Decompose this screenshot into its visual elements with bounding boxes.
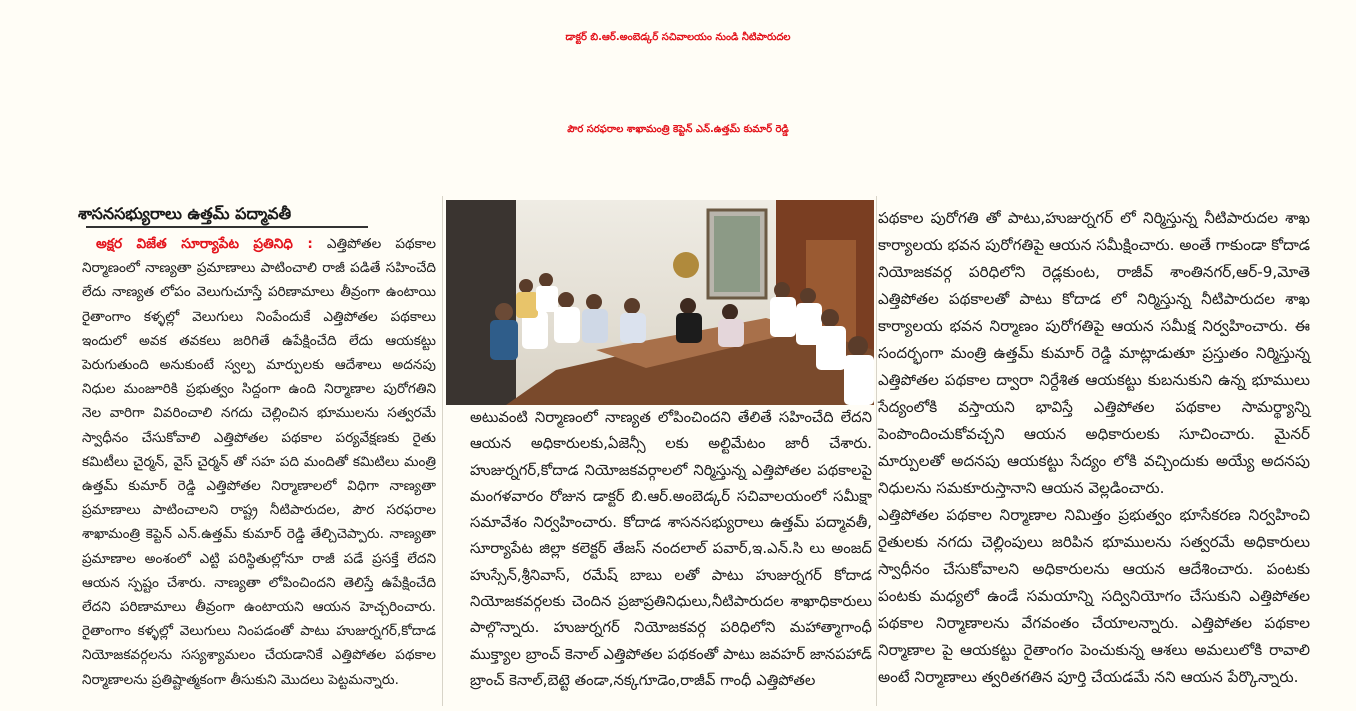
meeting-photo [446,200,874,405]
column-divider [876,196,877,706]
column-3-paragraph-2: ఎత్తిపోతల పథకాల నిర్మాణాల నిమిత్తం ప్రభుత్వం భూసేకరణ నిర్వహించి రైతులకు నగదు చెల్లింపులు జరిపిన భూములను సత్వరమే అధికారులు స్వాధీనం చేసుకోవాలని అధికారులను ఆయన ఆదేశించారు. పంటకు పంటకు మధ్యలో ఉండే సమయాన్ని సద్వినియోగం చేసుకుని ఎత్తిపోతల పథకాల నిర్మాణాలను వేగవంతం చేయాలన్నారు. ఎత్తిపోతల పథకాల నిర్మాణాల పై ఆయకట్టు రైతాంగం పెంచుకున్న ఆశలు అమలులోకి రావాలి అంటే నిర్మాణాలు త్వరితగతిన పూర్తి చేయడమే నని ఆయన పేర్కొన్నారు. [878,506,1310,686]
meeting-photo-image [446,200,874,405]
article-column-3 [878,205,1310,691]
dateline: అక్షర విజేత సూర్యాపేట ప్రతినిధి : [96,236,313,252]
headline-kicker: డాక్టర్ బి.ఆర్.అంబెడ్కర్ సచివాలయం నుండి నీటిపారుదల [565,32,791,43]
article-column-2 [470,405,872,694]
column-3-paragraph-1: పథకాల పురోగతి తో పాటు,హుజుర్నగర్ లో నిర్మిస్తున్న నీటిపారుదల శాఖ కార్యాలయ భవన పురోగతిపై ఆయన సమీక్షించారు. అంతే గాకుండా కోదాడ నియోజకవర్గ పరిధిలోని రెడ్లకుంట, రాజీవ్ శాంతినగర్,ఆర్-9,మోతె ఎత్తిపోతల పథకాలతో పాటు కోదాడ లో నిర్మిస్తున్న నీటిపారుదల శాఖ కార్యాలయ భవన నిర్మాణం పురోగతిపై ఆయన సమీక్ష నిర్వహించారు. ఈ సందర్భంగా మంత్రి ఉత్తమ్ కుమార్ రెడ్డి మాట్లాడుతూ ప్రస్తుతం నిర్మిస్తున్న ఎత్తిపోతల పథకాల ద్వారా నిర్దేశిత ఆయకట్టు కుబనుకుని ఉన్న భూములు సేద్యంలోకి వస్తాయని భావిస్తే ఎత్తిపోతల పథకాల సామర్థ్యాన్ని పెంపొందించుకోవచ్చని ఆయన అధికారులకు సూచించారు. మైనర్ మార్పులతో అదనపు ఆయకట్టు సేద్యం లోకి వచ్చిందుకు అయ్యే అదనపు నిధులను సమకూరుస్తానాని ఆయన వెల్లడించారు. [878,209,1310,497]
byline-underline [86,226,368,228]
column-1-body: ఎత్తిపోతల పథకాల నిర్మాణంలో నాణ్యతా ప్రమాణాలు పాటించాలి రాజీ పడితే సహించేది లేదు నాణ్యత లోపం వెలుగుచూస్తే పరిణామాలు తీవ్రంగా ఉంటాయి రైతాంగాం కళ్ళల్లో వెలుగులు నింపేందుకే ఎత్తిపోతల పథకాలు ఇందులో అవక తవకలు జరిగితే ఉపేక్షించేది లేదు ఆయకట్టు పెరుగుతుంది అనుకుంటే స్వల్ప మార్పులకు ఆదేశాలు అదనపు నిధుల మంజూరికి ప్రభుత్వం సిద్దంగా ఉంది నిర్మాణాల పురోగతిని నెల వారిగా వివరించాలి నగదు చెల్లించిన భూములను సత్వరమే స్వాధీనం చేసుకోవాలి ఎత్తిపోతల పథకాల పర్యవేక్షణకు రైతు కమిటీలు చైర్మన్, వైస్ చైర్మన్ తో సహ పది మందితో కమిటిలు మంత్రి ఉత్తమ్ కుమార్ రెడ్డి ఎత్తిపోతల నిర్మాణాలలో విధిగా నాణ్యతా ప్రమాణాలు పాటించాలని రాష్ట్ర నీటిపారుదల, పౌర సరఫరాల శాఖామంత్రి కెప్టెన్ ఎన్.ఉత్తమ్ కుమార్ రెడ్డి తేల్చిచెప్పారు. నాణ్యతా ప్రమాణాల అంశంలో ఎట్టి పరిస్థితుల్లోనూ రాజీ పడే ప్రసక్తే లేదని ఆయన స్పష్టం చేశారు. నాణ్యతా లోపించిందని తెలిస్తే ఉపేక్షించేది లేదని పరిణామాలు తీవ్రంగా ఉంటాయని ఆయన హెచ్చరించారు. రైతాంగాం కళ్ళల్లో వెలుగులు నింపడంతో పాటు హుజుర్నగర్,కోదాడ నియోజకవర్గలను సస్యశ్యామలం చేయడానికే ఎత్తిపోతల పథకాల నిర్మాణాలను ప్రతిష్టాత్మకంగా తీసుకుని మొదలు పెట్టమన్నారు. [82,236,437,688]
byline: శాసనసభ్యురాలు ఉత్తమ్ పద్మావతీ [78,204,292,223]
headline-main: పౌర సరఫరాల శాఖామంత్రి కెప్టెన్ ఎన్.ఉత్తమ్ కుమార్ రెడ్డి [567,124,789,135]
article-column-1 [82,232,436,692]
column-2-body: అటువంటి నిర్మాణంలో నాణ్యత లోపించిందని తేలితే సహించేది లేదని ఆయన అధికారులకు,ఏజెన్సీ లకు అల్టిమేటం జారీ చేశారు. హుజుర్నగర్,కోదాడ నియోజకవర్గాలలో నిర్మిస్తున్న ఎత్తిపోతల పథకాలపై మంగళవారం రోజున డాక్టర్ బి.ఆర్.అంబెడ్కర్ సచివాలయంలో సమీక్షా సమావేశం నిర్వహించారు. కోదాడ శాసనసభ్యురాలు ఉత్తమ్ పద్మావతీ, సూర్యాపేట జిల్లా కలెక్టర్ తేజస్ నందలాల్ పవార్,ఇ.ఎన్.సి లు అంజద్ హుస్సేన్,శ్రీనివాస్, రమేష్ బాబు లతో పాటు హుజుర్నగర్ కోదాడ నియోజకవర్గలకు చెందిన ప్రజాప్రతినిధులు,నీటిపారుదల శాఖాధికారులు పాల్గొన్నారు. హుజుర్నగర్ నియోజకవర్గ పరిధిలోని మహాత్మాగాంధీ ముక్త్యాల బ్రాంచ్ కెనాల్ ఎత్తిపోతల పథకంతో పాటు జవహర్ జానపహాడ్ బ్రాంచ్ కెనాల్,బెట్టె తండా,నక్కగూడెం,రాజీవ్ గాంధీ ఎత్తిపోతల [470,409,872,689]
column-divider [442,196,443,706]
column-1-text [82,232,436,692]
